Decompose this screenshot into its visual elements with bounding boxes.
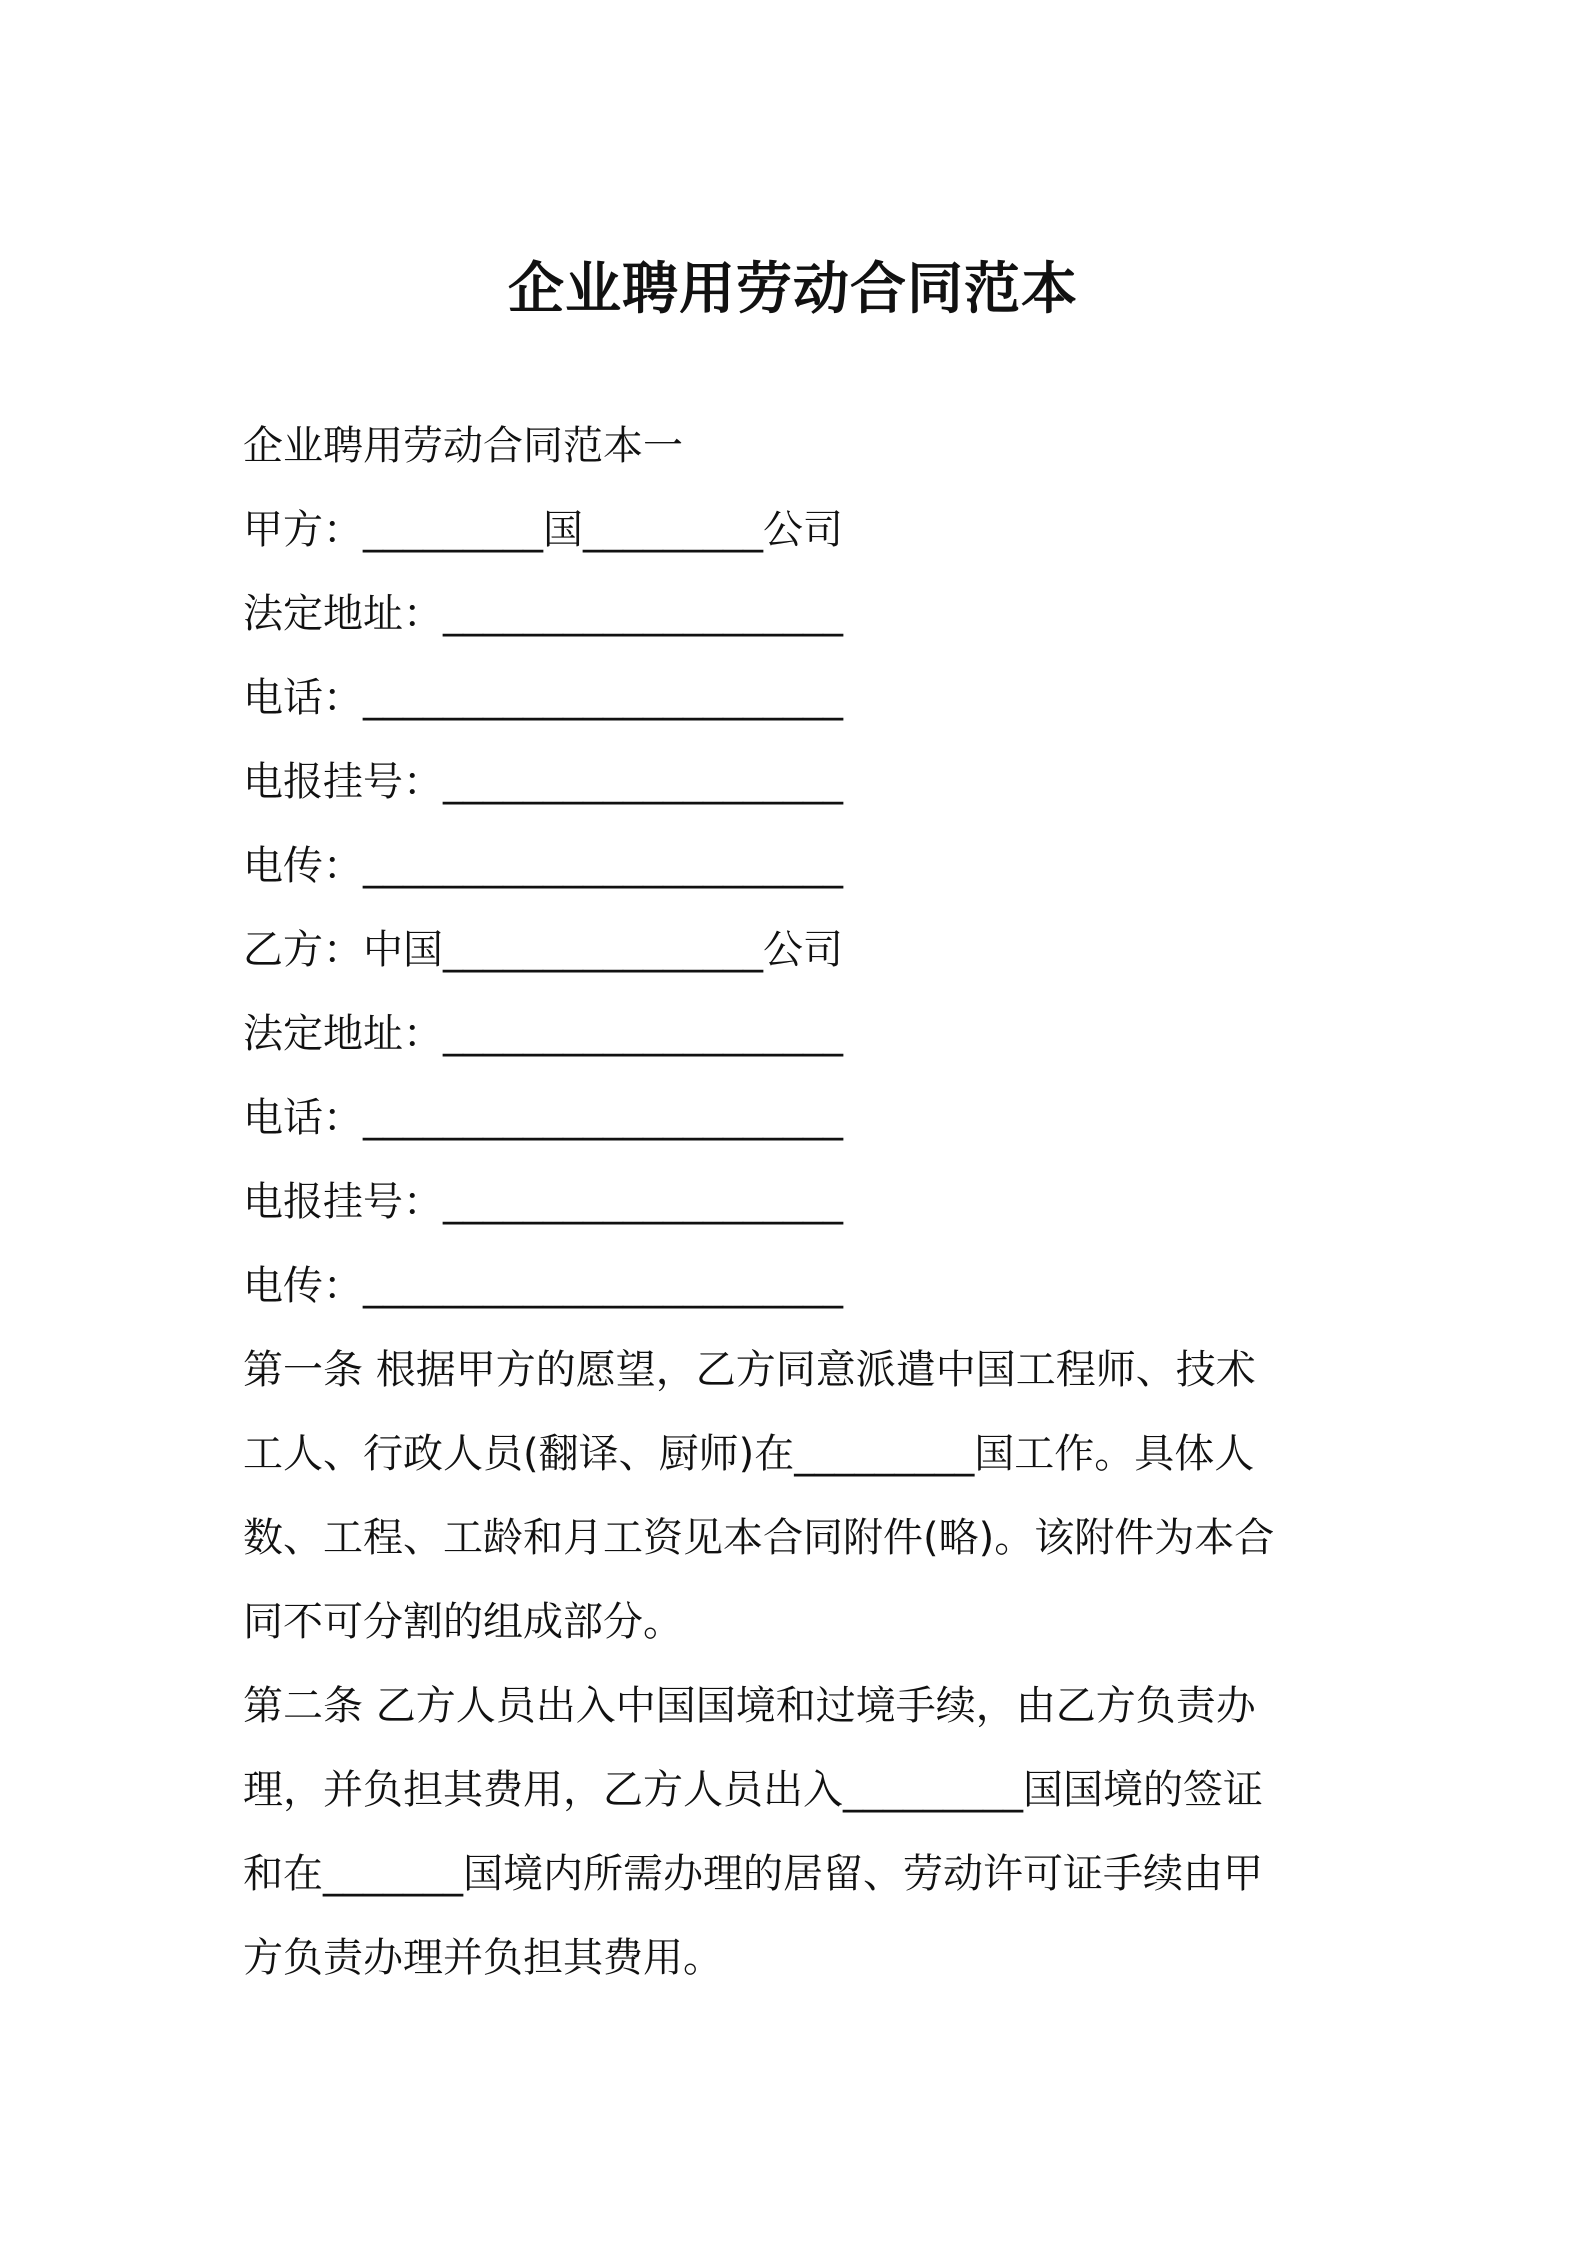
party-a-phone: 电话：________________________ — [243, 675, 843, 721]
article-1-line: 数、工程、工龄和月工资见本合同附件(略)。该附件为本合 — [243, 1515, 1275, 1561]
party-b-address: 法定地址：____________________ — [243, 1011, 843, 1057]
article-1-line: 工人、行政人员(翻译、厨师)在_________国工作。具体人 — [243, 1431, 1255, 1477]
party-b-telegram: 电报挂号：____________________ — [243, 1179, 843, 1225]
document-body — [243, 404, 1355, 2000]
article-1-line: 第一条 根据甲方的愿望，乙方同意派遣中国工程师、技术 — [243, 1347, 1256, 1393]
party-a-telegram: 电报挂号：____________________ — [243, 759, 843, 805]
subtitle: 企业聘用劳动合同范本一 — [243, 423, 683, 469]
article-2-line: 理，并负担其费用，乙方人员出入_________国国境的签证 — [243, 1767, 1263, 1813]
article-1 — [243, 1328, 1355, 1664]
party-a-name: 甲方：_________国_________公司 — [243, 507, 843, 553]
party-b-phone: 电话：________________________ — [243, 1095, 843, 1141]
article-2-line: 第二条 乙方人员出入中国国境和过境手续，由乙方负责办 — [243, 1683, 1256, 1729]
document-title: 企业聘用劳动合同范本 — [508, 257, 1078, 322]
article-1-line: 同不可分割的组成部分。 — [243, 1599, 683, 1645]
party-b-name: 乙方：中国________________公司 — [243, 927, 843, 973]
article-2-line: 方负责办理并负担其费用。 — [243, 1935, 723, 1981]
party-a-address: 法定地址：____________________ — [243, 591, 843, 637]
article-2-line: 和在_______国境内所需办理的居留、劳动许可证手续由甲 — [243, 1851, 1263, 1897]
party-b-fax: 电传：________________________ — [243, 1263, 843, 1309]
party-a-fax: 电传：________________________ — [243, 843, 843, 889]
article-2 — [243, 1664, 1355, 2000]
